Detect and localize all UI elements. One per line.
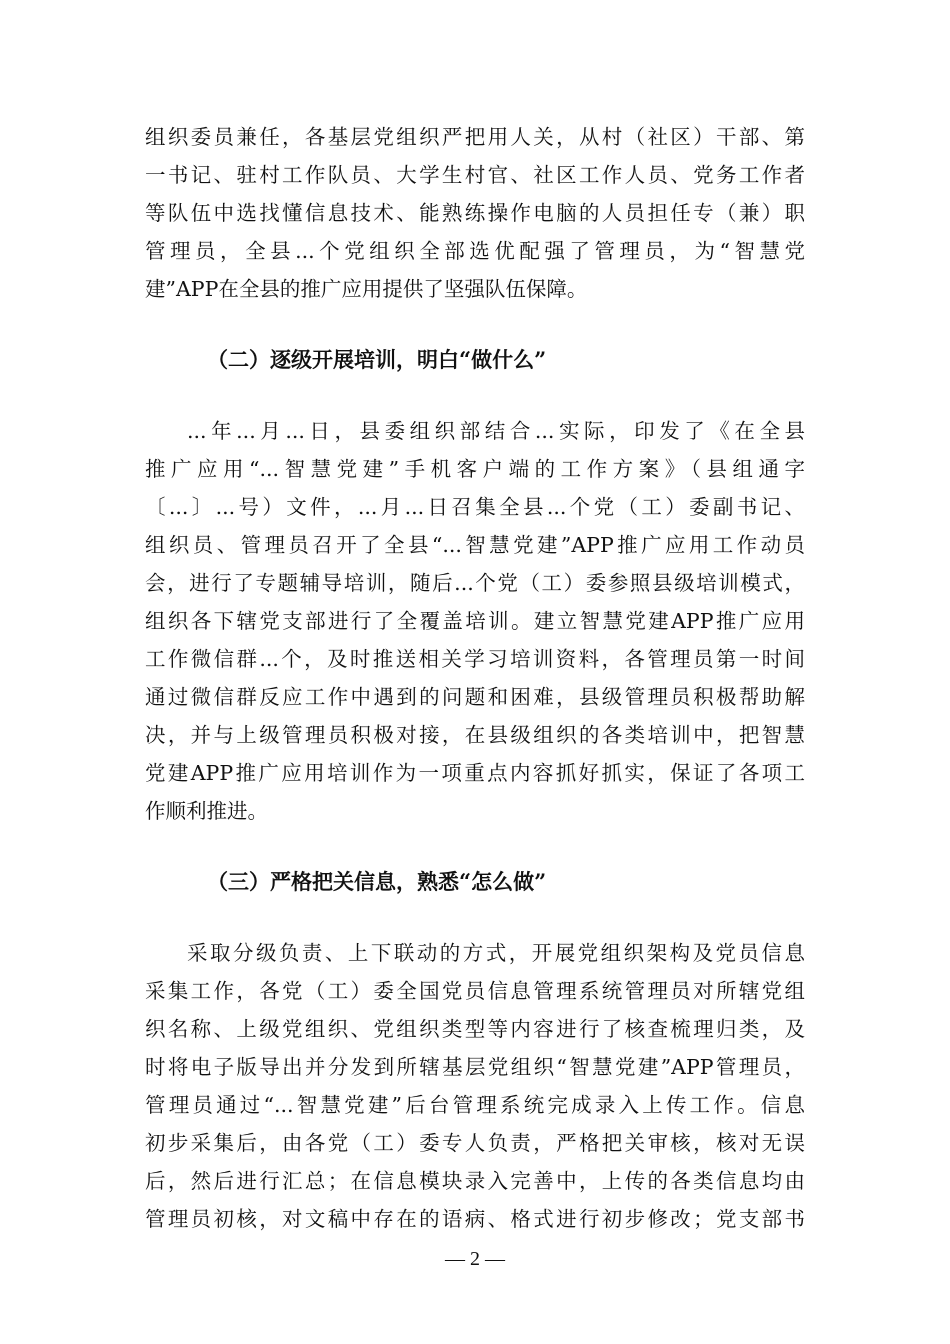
paragraph-3 [145,934,805,1238]
paragraph-line: 初步采集后，由各党（工）委专人负责，严格把关审核，核对无误 [145,1131,805,1155]
paragraph-line: 党建APP推广应用培训作为一项重点内容抓好抓实，保证了各项工 [145,761,805,785]
paragraph-line: 推广应用“...智慧党建”手机客户端的工作方案》（县组通字 [145,457,805,481]
paragraph-line: 作顺利推进。 [145,799,268,823]
paragraph-line: 时将电子版导出并分发到所辖基层党组织“智慧党建”APP管理员， [145,1055,805,1079]
document-body [145,118,805,1238]
spacer [145,379,805,412]
paragraph-line: 组织委员兼任，各基层党组织严把用人关，从村（社区）干部、第 [145,125,805,149]
spacer [145,830,805,863]
spacer [145,308,805,341]
paragraph-line: ...年...月...日，县委组织部结合...实际，印发了《在全县 [187,419,805,443]
paragraph-line: 组织员、管理员召开了全县“...智慧党建”APP推广应用工作动员 [145,533,805,557]
paragraph-line: 后，然后进行汇总；在信息模块录入完善中，上传的各类信息均由 [145,1169,805,1193]
paragraph-2 [145,412,805,830]
page-number: — 2 — [445,1248,505,1270]
paragraph-line: 管理员通过“...智慧党建”后台管理系统完成录入上传工作。信息 [145,1093,805,1117]
paragraph-line: 采集工作，各党（工）委全国党员信息管理系统管理员对所辖党组 [145,979,805,1003]
paragraph-line: 工作微信群...个，及时推送相关学习培训资料，各管理员第一时间 [145,647,805,671]
paragraph-line: 管理员，全县...个党组织全部选优配强了管理员，为“智慧党 [145,239,805,263]
paragraph-line: 织名称、上级党组织、党组织类型等内容进行了核查梳理归类，及 [145,1017,805,1041]
paragraph-line: 决，并与上级管理员积极对接，在县级组织的各类培训中，把智慧 [145,723,805,747]
spacer [145,901,805,934]
paragraph-line: 等队伍中选找懂信息技术、能熟练操作电脑的人员担任专（兼）职 [145,201,805,225]
paragraph-line: 一书记、驻村工作队员、大学生村官、社区工作人员、党务工作者 [145,163,805,187]
paragraph-line: 通过微信群反应工作中遇到的问题和困难，县级管理员积极帮助解 [145,685,805,709]
paragraph-1 [145,118,805,308]
paragraph-line: 建”APP在全县的推广应用提供了坚强队伍保障。 [145,277,588,301]
section-heading-3: （三）严格把关信息，熟悉“怎么做” [207,869,547,894]
paragraph-line: 采取分级负责、上下联动的方式，开展党组织架构及党员信息 [187,941,805,965]
paragraph-line: 会，进行了专题辅导培训，随后...个党（工）委参照县级培训模式， [145,571,805,595]
paragraph-line: 组织各下辖党支部进行了全覆盖培训。建立智慧党建APP推广应用 [145,609,805,633]
paragraph-line: 管理员初核，对文稿中存在的语病、格式进行初步修改；党支部书 [145,1207,805,1231]
section-heading-2: （二）逐级开展培训，明白“做什么” [207,347,547,372]
paragraph-line: 〔...〕...号）文件，...月...日召集全县...个党（工）委副书记、 [145,495,805,519]
